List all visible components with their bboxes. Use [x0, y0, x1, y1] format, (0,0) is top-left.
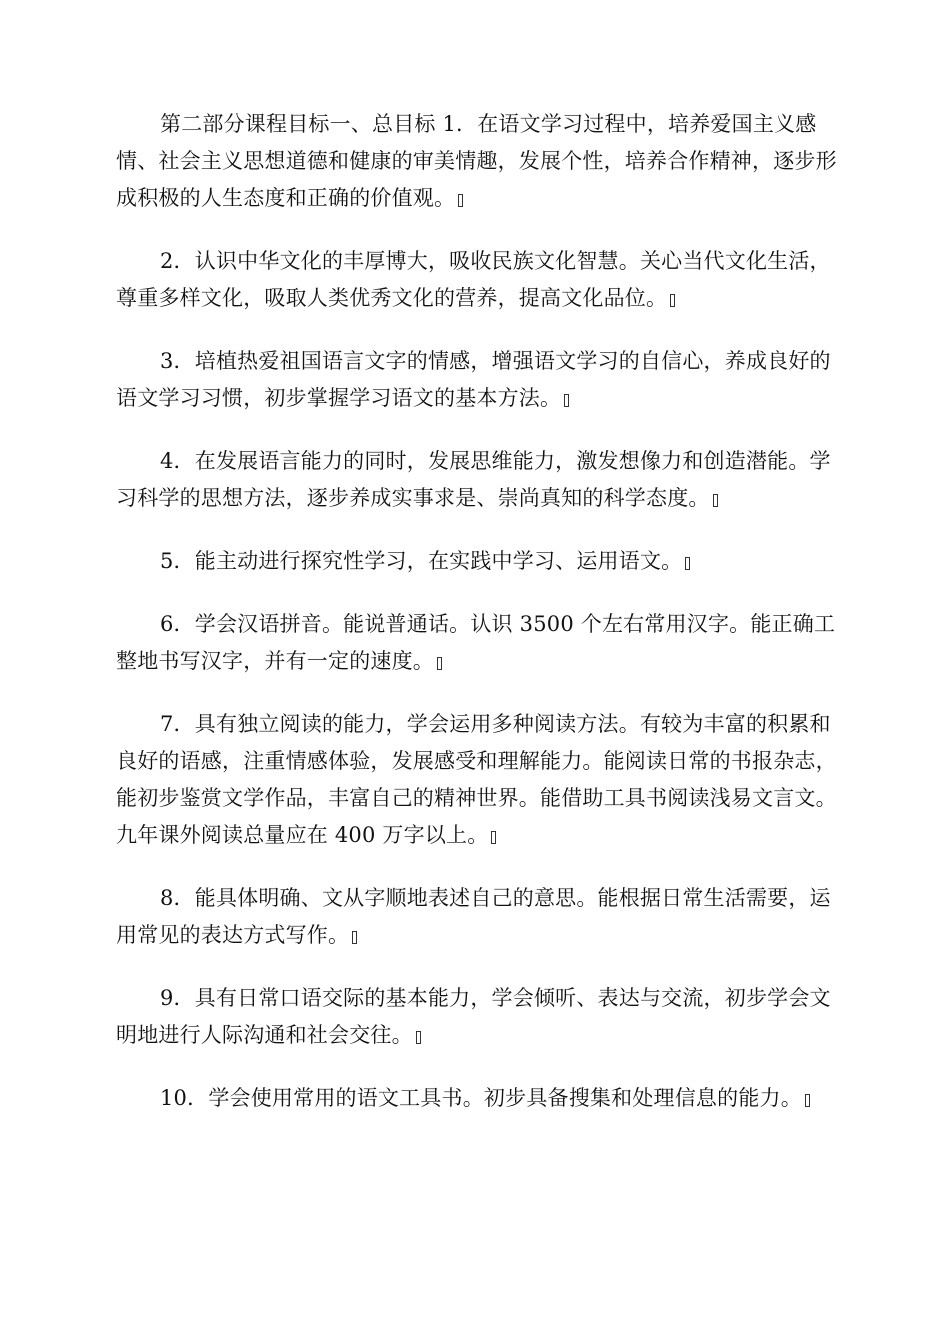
paragraph-goal-7 — [116, 706, 838, 854]
paragraph-goal-10 — [116, 1080, 838, 1117]
paragraph-goal-8 — [116, 880, 838, 954]
paragraph-text: 3．培植热爱祖国语言文字的情感，增强语文学习的自信心，养成良好的语文学习习惯，初步掌握学习语文的基本方法。 — [116, 349, 831, 410]
paragraph-text: 4．在发展语言能力的同时，发展思维能力，激发想像力和创造潜能。学习科学的思想方法，逐步养成实事求是、崇尚真知的科学态度。 — [116, 449, 831, 510]
paragraph-text: 10．学会使用常用的语文工具书。初步具备搜集和处理信息的能力。 — [160, 1086, 802, 1110]
paragraph-goal-9 — [116, 980, 838, 1054]
paragraph-text: 6．学会汉语拼音。能说普通话。认识 3500 个左右常用汉字。能正确工整地书写汉字，并有一定的速度。 — [116, 612, 836, 673]
paragraph-mark-icon — [491, 831, 496, 844]
paragraph-goal-intro — [116, 106, 838, 217]
paragraph-text: 2．认识中华文化的丰厚博大，吸收民族文化智慧。关心当代文化生活，尊重多样文化，吸取人类优秀文化的营养，提高文化品位。 — [116, 249, 831, 310]
paragraph-goal-5 — [116, 543, 838, 580]
paragraph-mark-icon — [713, 494, 718, 507]
paragraph-mark-icon — [352, 931, 357, 944]
paragraph-text: 7．具有独立阅读的能力，学会运用多种阅读方法。有较为丰富的积累和良好的语感，注重情感体验，发展感受和理解能力。能阅读日常的书报杂志，能初步鉴赏文学作品，丰富自己的精神世界。能借助工具书阅读浅易文言文。九年课外阅读总量应在 400 万字以上。 — [116, 712, 837, 847]
paragraph-text: 5．能主动进行探究性学习，在实践中学习、运用语文。 — [160, 549, 683, 573]
paragraph-mark-icon — [670, 294, 675, 307]
paragraph-goal-3 — [116, 343, 838, 417]
document-body — [116, 106, 838, 1143]
paragraph-text: 8．能具体明确、文从字顺地表述自己的意思。能根据日常生活需要，运用常见的表达方式写作。 — [116, 886, 831, 947]
paragraph-text: 第二部分课程目标一、总目标 1．在语文学习过程中，培养爱国主义感情、社会主义思想道德和健康的审美情趣，发展个性，培养合作精神，逐步形成积极的人生态度和正确的价值观。 — [116, 112, 837, 210]
paragraph-mark-icon — [416, 1031, 421, 1044]
paragraph-goal-4 — [116, 443, 838, 517]
paragraph-goal-6 — [116, 606, 838, 680]
paragraph-mark-icon — [437, 657, 442, 670]
paragraph-mark-icon — [564, 394, 569, 407]
paragraph-mark-icon — [805, 1094, 810, 1107]
paragraph-mark-icon — [685, 557, 690, 570]
paragraph-goal-2 — [116, 243, 838, 317]
paragraph-text: 9．具有日常口语交际的基本能力，学会倾听、表达与交流，初步学会文明地进行人际沟通和社会交往。 — [116, 986, 831, 1047]
paragraph-mark-icon — [458, 194, 463, 207]
